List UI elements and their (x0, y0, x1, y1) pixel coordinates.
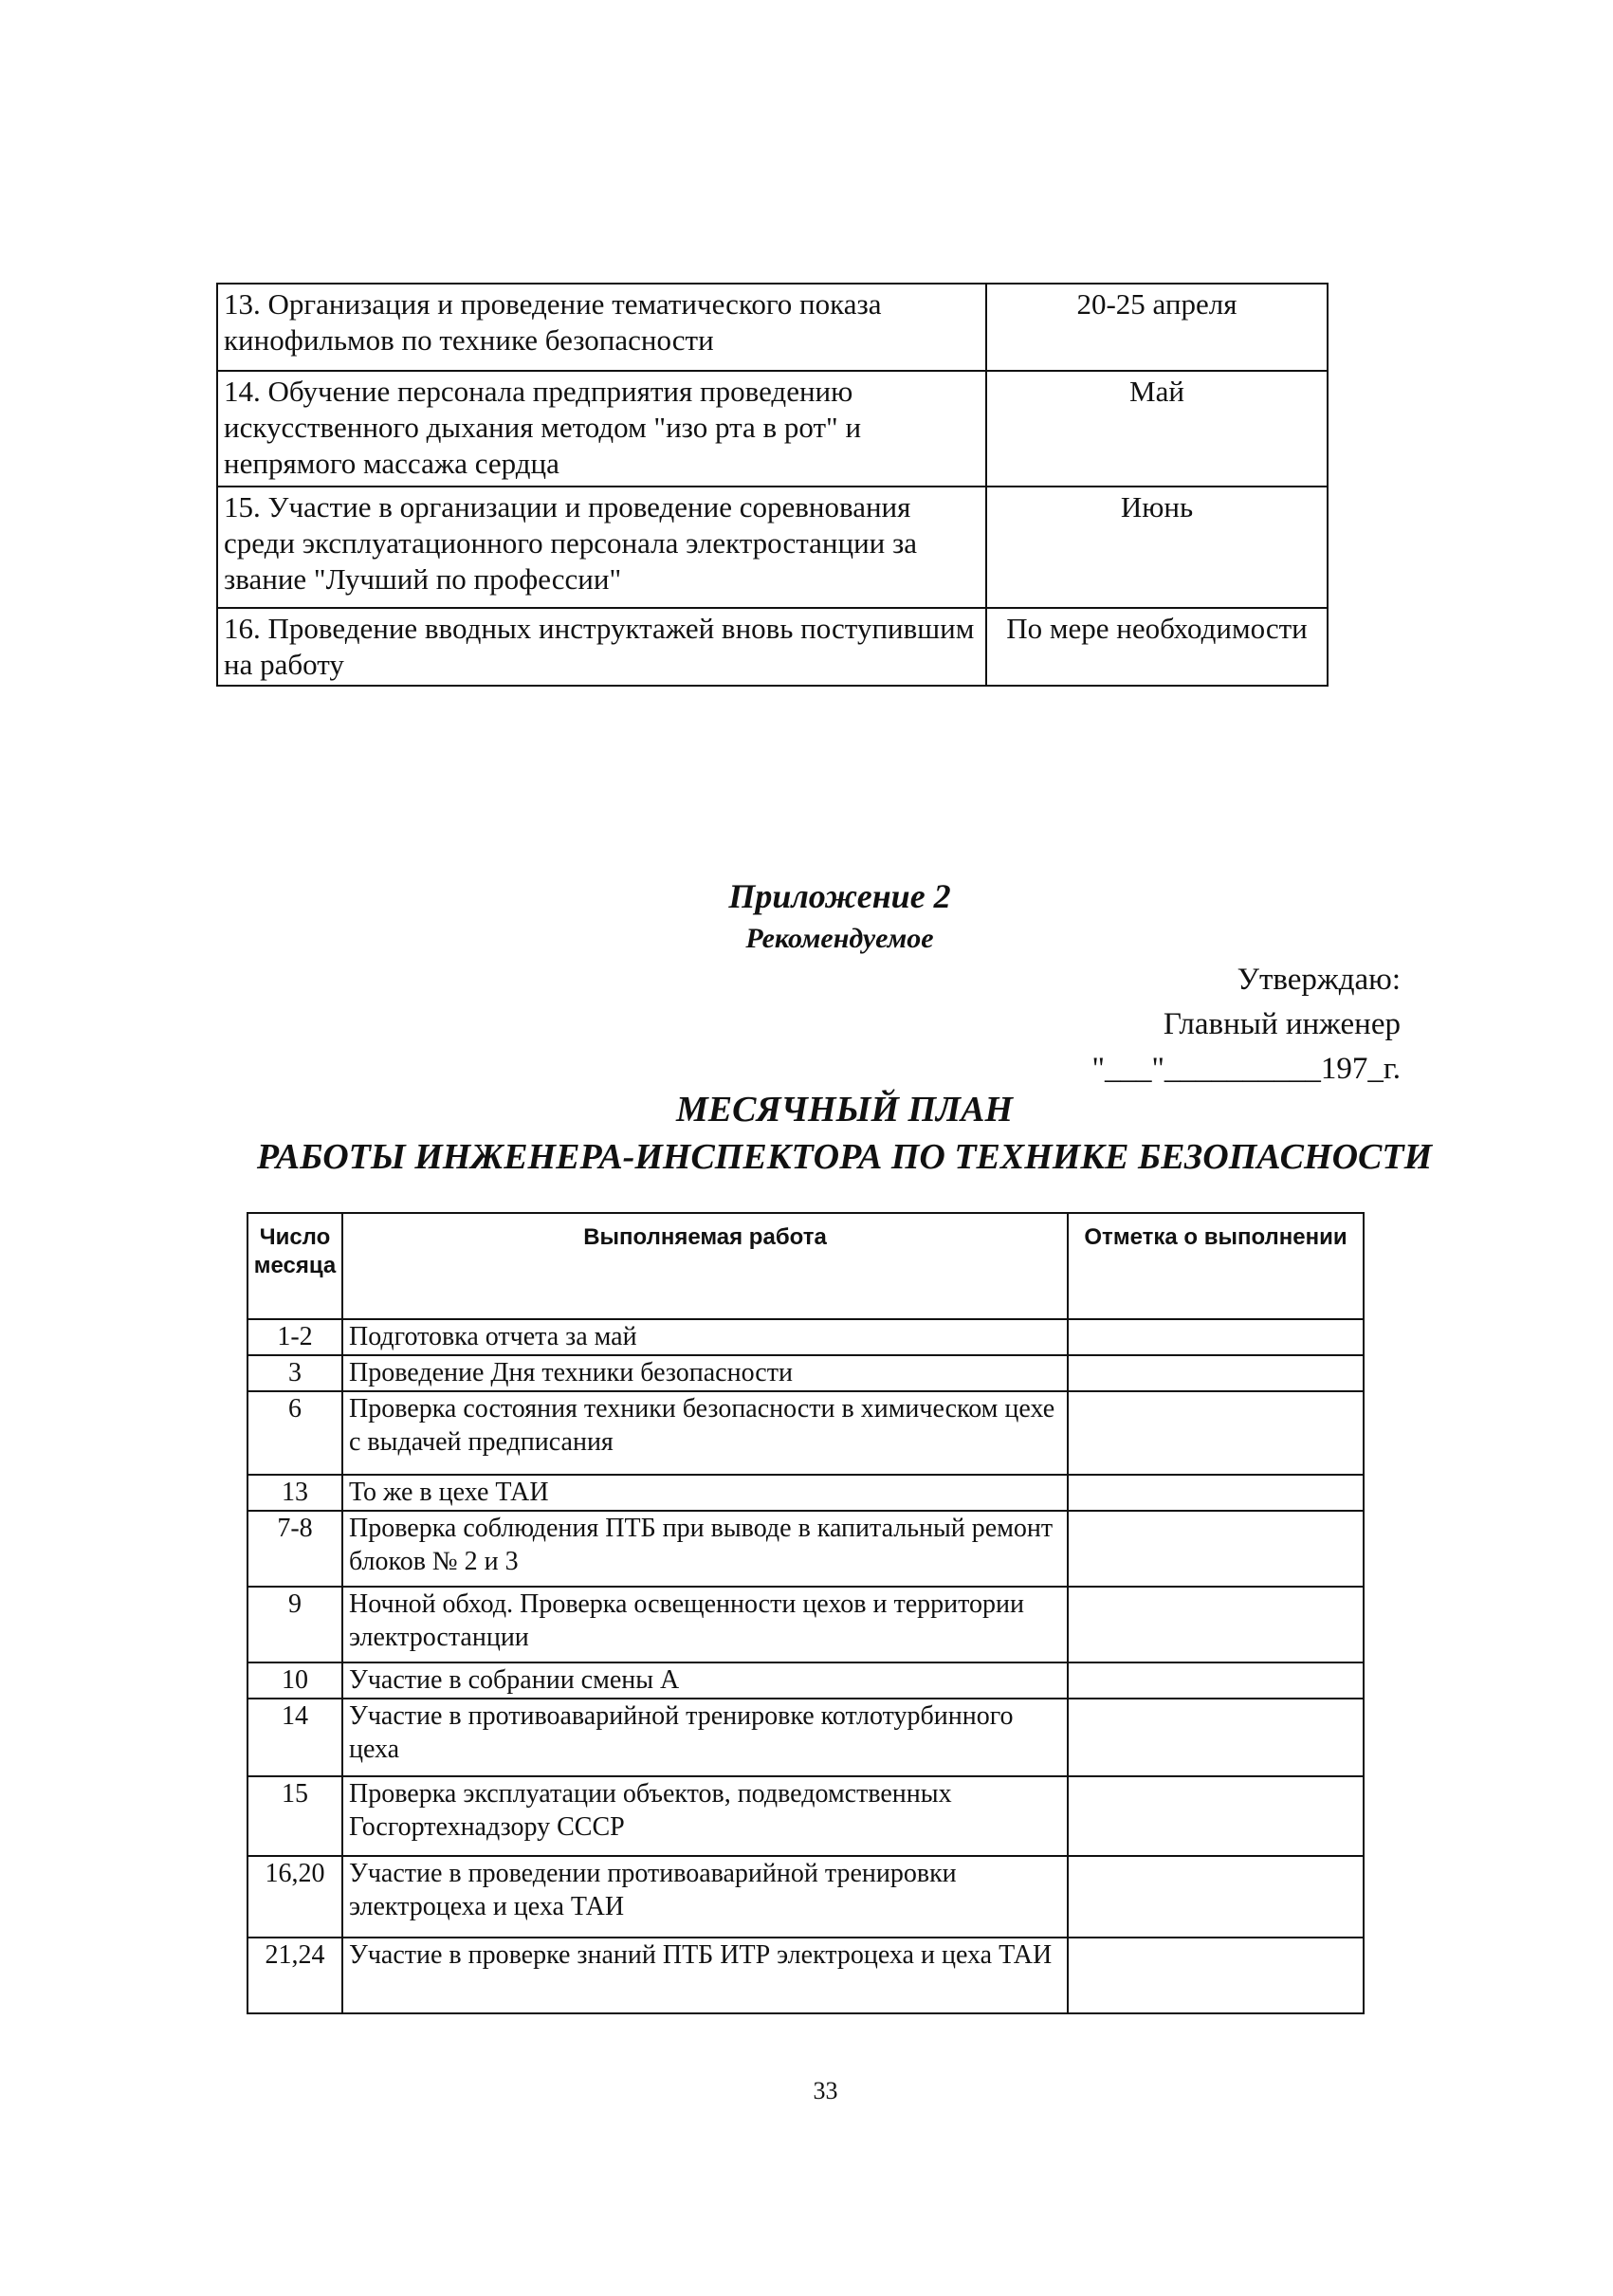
table-row (247, 1475, 1364, 1511)
mark-cell (1068, 1856, 1364, 1938)
table-row (217, 608, 1328, 686)
table-row (247, 1391, 1364, 1475)
mark-cell (1068, 1776, 1364, 1856)
approval-line: Главный инженер (1163, 1007, 1401, 1041)
day-cell: 14 (247, 1699, 342, 1776)
plan-title-line: РАБОТЫ ИНЖЕНЕРА-ИНСПЕКТОРА ПО ТЕХНИКЕ БЕЗОПАСНОСТИ (256, 1137, 1433, 1177)
plan-title (0, 1086, 1613, 1181)
approval-date-line: "___"__________197_г. (1091, 1052, 1401, 1086)
mark-cell (1068, 1355, 1364, 1391)
table-row (247, 1319, 1364, 1355)
task-cell: То же в цехе ТАИ (342, 1475, 1068, 1511)
day-cell: 13 (247, 1475, 342, 1511)
task-cell: Проведение Дня техники безопасности (342, 1355, 1068, 1391)
task-cell: Подготовка отчета за май (342, 1319, 1068, 1355)
mark-cell (1068, 1391, 1364, 1475)
mark-cell (1068, 1662, 1364, 1699)
task-cell: Участие в проведении противоаварийной тренировки электроцеха и цеха ТАИ (342, 1856, 1068, 1938)
table-row (247, 1662, 1364, 1699)
plan-title-line: МЕСЯЧНЫЙ ПЛАН (675, 1090, 1014, 1130)
table-row (217, 487, 1328, 608)
day-cell: 21,24 (247, 1938, 342, 2013)
term-cell: Май (986, 371, 1328, 487)
table-row (247, 1699, 1364, 1776)
table-row (247, 1587, 1364, 1662)
page-number: 33 (813, 2077, 838, 2104)
term-cell: 20-25 апреля (986, 284, 1328, 371)
table-row (247, 1355, 1364, 1391)
work-cell: 14. Обучение персонала предприятия проведению искусственного дыхания методом "изо рта в рот" и непрямого массажа сердца (217, 371, 986, 487)
table-row (247, 1938, 1364, 2013)
term-cell: По мере необходимости (986, 608, 1328, 686)
mark-cell (1068, 1938, 1364, 2013)
day-cell: 16,20 (247, 1856, 342, 1938)
mark-cell (1068, 1511, 1364, 1587)
day-cell: 9 (247, 1587, 342, 1662)
table-row (247, 1856, 1364, 1938)
task-cell: Проверка состояния техники безопасности в химическом цехе с выдачей предписания (342, 1391, 1068, 1475)
mark-cell (1068, 1319, 1364, 1355)
approval-block (1091, 958, 1401, 1092)
task-cell: Проверка соблюдения ПТБ при выводе в капитальный ремонт блоков № 2 и 3 (342, 1511, 1068, 1587)
table-row (247, 1511, 1364, 1587)
day-cell: 15 (247, 1776, 342, 1856)
table-header-row (247, 1213, 1364, 1319)
approval-line: Утверждаю: (1237, 963, 1401, 997)
mark-cell (1068, 1699, 1364, 1776)
task-cell: Проверка эксплуатации объектов, подведомственных Госгортехнадзору СССР (342, 1776, 1068, 1856)
work-cell: 16. Проведение вводных инструктажей вновь поступившим на работу (217, 608, 986, 686)
task-cell: Участие в проверке знаний ПТБ ИТР электроцеха и цеха ТАИ (342, 1938, 1068, 2013)
mark-cell (1068, 1587, 1364, 1662)
term-cell: Июнь (986, 487, 1328, 608)
task-cell: Участие в противоаварийной тренировке котлотурбинного цеха (342, 1699, 1068, 1776)
column-header-day: Число месяца (247, 1213, 342, 1319)
work-cell: 13. Организация и проведение тематического показа кинофильмов по технике безопасности (217, 284, 986, 371)
monthly-plan-table (247, 1212, 1365, 2014)
mark-cell (1068, 1475, 1364, 1511)
appendix-title: Приложение 2 (728, 877, 951, 915)
day-cell: 10 (247, 1662, 342, 1699)
task-cell: Ночной обход. Проверка освещенности цехов и территории электростанции (342, 1587, 1068, 1662)
previous-plan-table (216, 283, 1329, 687)
appendix-subtitle: Рекомендуемое (745, 923, 934, 954)
day-cell: 1-2 (247, 1319, 342, 1355)
day-cell: 7-8 (247, 1511, 342, 1587)
column-header-work: Выполняемая работа (342, 1213, 1068, 1319)
task-cell: Участие в собрании смены А (342, 1662, 1068, 1699)
table-row (217, 284, 1328, 371)
table-row (247, 1776, 1364, 1856)
column-header-mark: Отметка о выполнении (1068, 1213, 1364, 1319)
day-cell: 3 (247, 1355, 342, 1391)
work-cell: 15. Участие в организации и проведение соревнования среди эксплуатационного персонала электростанции за звание "Лучший по профессии" (217, 487, 986, 608)
table-row (217, 371, 1328, 487)
day-cell: 6 (247, 1391, 342, 1475)
